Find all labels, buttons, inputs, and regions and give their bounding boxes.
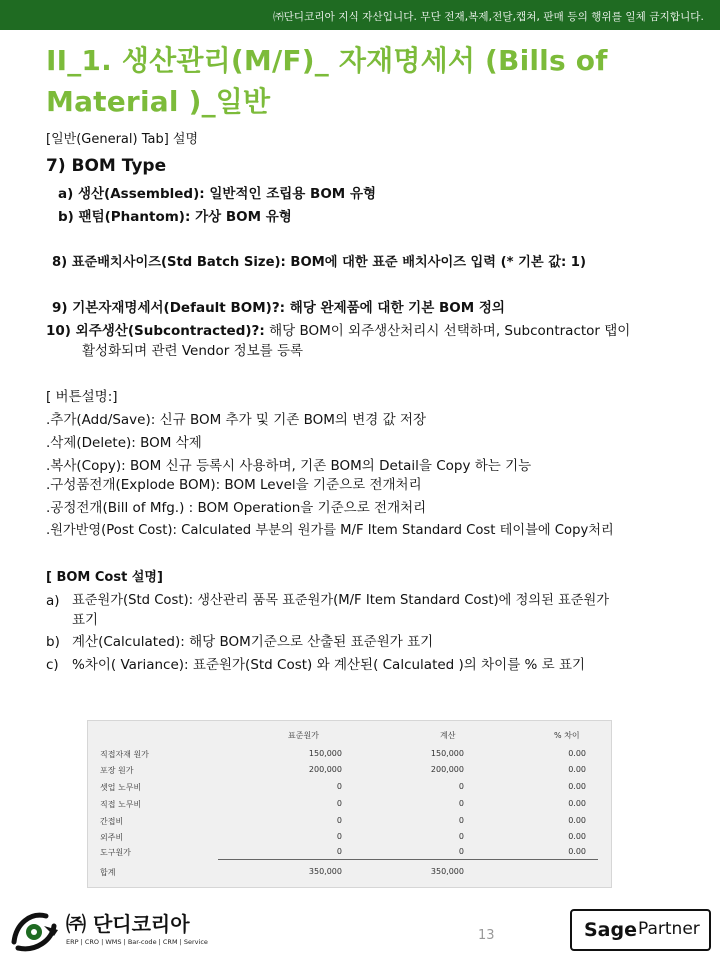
cost-std-desc-line2: 표기 <box>72 612 99 628</box>
row-variance: 0.00 <box>568 782 586 791</box>
button-desc-explode: .구성품전개(Explode BOM): BOM Level을 기준으로 전개처리 <box>46 477 422 493</box>
button-desc-bill-of-mfg: .공정전개(Bill of Mfg.) : BOM Operation을 기준으로 전개처리 <box>46 500 427 516</box>
row-variance: 0.00 <box>568 832 586 841</box>
cost-calculated-desc: 계산(Calculated): 해당 BOM기준으로 산출된 표준원가 표기 <box>72 634 434 650</box>
row-label: 간접비 <box>100 817 124 826</box>
cost-variance-desc: %차이( Variance): 표준원가(Std Cost) 와 계산된( Calculated )의 차이를 % 로 표기 <box>72 657 586 673</box>
cost-std-desc: 표준원가(Std Cost): 생산관리 품목 표준원가(M/F Item Standard Cost)에 정의된 표준원가 <box>72 593 609 608</box>
row-variance: 0.00 <box>568 749 586 758</box>
row-std: 200,000 <box>308 765 342 774</box>
cost-c-marker: c) <box>46 657 59 673</box>
std-batch-size-item: 8) 표준배치사이즈(Std Batch Size): BOM에 대한 표준 배치사이즈 입력 (* 기본 값: 1) <box>52 255 587 270</box>
row-label: 도구원가 <box>100 848 131 857</box>
row-calc: 0 <box>458 782 464 791</box>
page-title-line2: Material )_일반 <box>46 85 271 118</box>
cost-b-marker: b) <box>46 634 60 650</box>
general-tab-intro: [일반(General) Tab] 설명 <box>46 132 199 147</box>
row-label: 외주비 <box>100 833 124 842</box>
total-calc: 350,000 <box>430 867 464 876</box>
bom-type-phantom: b) 팬텀(Phantom): 가상 BOM 유형 <box>58 209 292 225</box>
buttons-heading: [ 버튼설명:] <box>46 389 118 405</box>
row-calc: 0 <box>458 847 464 856</box>
row-variance: 0.00 <box>568 847 586 856</box>
partner-label: Partner <box>638 919 700 939</box>
row-label: 포장 원가 <box>100 766 134 775</box>
cost-a-marker: a) <box>46 593 60 609</box>
top-banner <box>0 0 720 30</box>
button-desc-add: .추가(Add/Save): 신규 BOM 추가 및 기존 BOM의 변경 값 저장 <box>46 412 427 428</box>
sage-brand: Sage <box>584 919 637 941</box>
bom-type-heading: 7) BOM Type <box>46 156 167 176</box>
row-std: 0 <box>336 799 342 808</box>
row-variance: 0.00 <box>568 816 586 825</box>
page-title <box>46 40 686 122</box>
button-desc-delete: .삭제(Delete): BOM 삭제 <box>46 435 202 451</box>
total-std: 350,000 <box>308 867 342 876</box>
page-title-line1: II_1. 생산관리(M/F)_ 자재명세서 (Bills of <box>46 44 608 77</box>
row-variance: 0.00 <box>568 799 586 808</box>
subcontracted-desc-line2: 활성화되며 관련 Vendor 정보를 등록 <box>82 343 304 359</box>
col-calculated: 계산 <box>440 731 456 740</box>
row-calc: 200,000 <box>430 765 464 774</box>
row-variance: 0.00 <box>568 765 586 774</box>
total-divider <box>218 859 598 860</box>
bom-type-assembled: a) 생산(Assembled): 일반적인 조립용 BOM 유형 <box>58 186 377 202</box>
page-number: 13 <box>478 928 495 943</box>
row-std: 0 <box>336 782 342 791</box>
button-desc-post-cost: .원가반영(Post Cost): Calculated 부분의 원가를 M/F Item Standard Cost 테이블에 Copy처리 <box>46 523 614 538</box>
company-logo-icon <box>8 906 60 954</box>
total-label: 합계 <box>100 868 116 877</box>
default-bom-item: 9) 기본자재명세서(Default BOM)?: 해당 완제품에 대한 기본 BOM 정의 <box>52 300 505 316</box>
col-variance: % 차이 <box>554 731 580 740</box>
copyright-notice: ㈜단디코리아 지식 자산입니다. 무단 전재,복제,전달,캡쳐, 판매 등의 행위를 일체 금지합니다. <box>273 11 704 23</box>
company-name: ㈜ 단디코리아 <box>66 912 190 936</box>
company-tagline: ERP | CRO | WMS | Bar-code | CRM | Service <box>66 938 208 946</box>
subcontracted-item <box>46 321 630 341</box>
row-calc: 0 <box>458 816 464 825</box>
row-label: 직접자재 원가 <box>100 750 149 759</box>
row-std: 0 <box>336 832 342 841</box>
sage-partner-badge <box>570 909 711 951</box>
bom-cost-table <box>87 720 612 888</box>
row-std: 150,000 <box>308 749 342 758</box>
row-calc: 0 <box>458 832 464 841</box>
row-label: 셋업 노무비 <box>100 783 142 792</box>
subcontracted-label: 10) 외주생산(Subcontracted)?: <box>46 323 265 339</box>
subcontracted-desc: 해당 BOM이 외주생산처리시 선택하며, Subcontractor 탭이 <box>264 323 631 339</box>
row-calc: 0 <box>458 799 464 808</box>
row-label: 직접 노무비 <box>100 800 142 809</box>
col-std-cost: 표준원가 <box>288 731 319 740</box>
button-desc-copy: .복사(Copy): BOM 신규 등록시 사용하며, 기존 BOM의 Detail을 Copy 하는 기능 <box>46 458 532 474</box>
bom-cost-heading: [ BOM Cost 설명] <box>46 570 163 585</box>
row-std: 0 <box>336 816 342 825</box>
row-std: 0 <box>336 847 342 856</box>
company-logo <box>8 904 223 956</box>
row-calc: 150,000 <box>430 749 464 758</box>
